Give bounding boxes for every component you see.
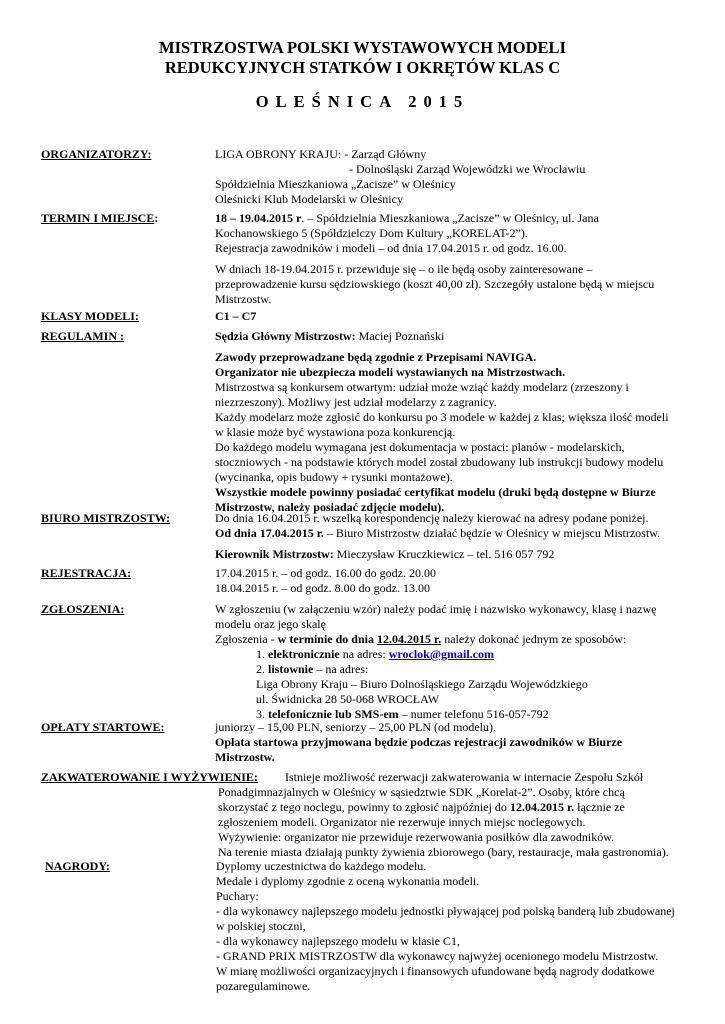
- method-electronic: elektronicznie: [268, 647, 340, 661]
- entries-deadline-text: w terminie do dnia: [277, 632, 377, 646]
- classes-label: KLASY MODELI:: [41, 309, 139, 323]
- awards-line: Medale i dyplomy zgodnie z oceną wykonania modeli.: [216, 874, 480, 888]
- method-text: – numer telefonu 516-057-792: [398, 707, 549, 721]
- rules-bold-line: Organizator nie ubezpiecza modeli wystawianych na Mistrzostwach.: [215, 365, 566, 379]
- lodging-line: Na terenie miasta działają punkty żywienia zbiorowego (bary, restauracje, mała gastronomia).: [218, 845, 669, 859]
- awards-line: Dyplomy uczestnictwa do każdego modelu.: [216, 859, 427, 873]
- title-line-2: REDUKCYJNYCH STATKÓW I OKRĘTÓW KLAS C: [164, 58, 561, 77]
- method-number: 3.: [256, 707, 268, 721]
- term-label-colon: :: [154, 211, 159, 225]
- term-label: [41, 211, 158, 226]
- lodging-text: łącznie ze: [574, 800, 625, 814]
- manager-value: Mieczysław Kruczkiewicz – tel. 516 057 792: [333, 547, 555, 561]
- rules-line: w klasie może być wystawiona poza konkurencją.: [215, 425, 456, 439]
- rules-line: niezrzeszony). Możliwy jest udział modelarzy z zagranicy.: [215, 395, 497, 409]
- organizers-content: [215, 147, 690, 207]
- rules-content: [215, 329, 690, 515]
- rules-bold-line: Wszystkie modele powinny posiadać certyfikat modelu (druki będą dostępne w Biurze: [215, 485, 656, 499]
- registration-content: [215, 566, 690, 596]
- entries-text: Zgłoszenia -: [215, 632, 278, 646]
- lodging-content: [218, 785, 693, 860]
- term-line: Rejestracja zawodników i modeli – od dnia 17.04.2015 r. od godz. 16.00.: [215, 241, 567, 255]
- entries-line: modelu oraz jego skalę: [215, 617, 326, 631]
- method-phone: telefonicznie lub SMS-em: [268, 707, 399, 721]
- rules-line: (wycinanka, opis budowy + rysunki montażowe).: [215, 470, 453, 484]
- fees-label: OPŁATY STARTOWE:: [41, 720, 165, 734]
- entries-line: W zgłoszeniu (w załączeniu wzór) należy podać imię i nazwisko wykonawcy, klasę i nazwę: [215, 602, 657, 616]
- fees-bold-line: Opłata startowa przyjmowana będzie podczas rejestracji zawodników w Biurze: [215, 735, 623, 749]
- awards-line: - dla wykonawcy najlepszego modelu w klasie C1,: [216, 934, 460, 948]
- course-line: W dniach 18-19.04.2015 r. przewiduje się – o ile będą osoby zainteresowane –: [215, 262, 593, 276]
- manager-label: Kierownik Mistrzostw:: [215, 547, 334, 561]
- address-line: Liga Obrony Kraju – Biuro Dolnośląskiego Zarządu Wojewódzkiego: [256, 677, 588, 691]
- term-content: [215, 211, 690, 307]
- organizers-line: LIGA OBRONY KRAJU: - Zarząd Główny: [215, 147, 427, 161]
- rules-bold-line: Zawody przeprowadzane będą zgodnie z Przepisami NAVIGA.: [215, 350, 537, 364]
- registration-line: 18.04.2015 r. – od godz. 8.00 do godz. 13.00: [215, 581, 430, 595]
- entries-deadline-date: 12.04.2015 r.: [377, 632, 442, 646]
- rules-line: Do każdego modelu wymagana jest dokumentacja w postaci: planów - modelarskich,: [215, 440, 625, 454]
- entries-content: [215, 602, 690, 722]
- office-label: BIURO MISTRZOSTW:: [41, 511, 171, 525]
- lodging-deadline: 12.04.2015 r.: [509, 800, 575, 814]
- registration-label: REJESTRACJA:: [41, 566, 132, 580]
- lodging-line: zgłoszeniem modeli. Organizator nie rezerwuje innych miejsc noclegowych.: [218, 815, 586, 829]
- rules-line: Każdy modelarz może zgłosić do konkursu po 3 modele w każdej z klas; większa ilość modeli: [215, 410, 669, 424]
- awards-label: NAGRODY:: [45, 859, 110, 873]
- fees-content: [215, 720, 690, 765]
- email-link[interactable]: wroclok@gmail.com: [388, 647, 495, 661]
- judge-name: Maciej Poznański: [355, 329, 445, 343]
- lodging-text: skorzystać z tego noclegu, powinny to zgłosić najpóźniej do: [218, 800, 510, 814]
- entries-label: ZGŁOSZENIA:: [41, 602, 125, 616]
- lodging-line: Ponadgimnazjalnych w Oleśnicy w sąsiedztwie SDK „Korelat-2”. Osoby, które chcą: [218, 785, 625, 799]
- awards-line: - dla wykonawcy najlepszego modelu jednostki pływającej pod polską banderą lub zbudowanej: [216, 904, 675, 918]
- awards-content: [216, 859, 691, 994]
- lodging-label: ZAKWATEROWANIE I WYŻYWIENIE:: [41, 770, 258, 784]
- address-line: ul. Świdnicka 28 50-068 WROCŁAW: [256, 692, 440, 706]
- lodging-line: Wyżywienie: organizator nie przewiduje rezerwowania posiłków dla zawodników.: [218, 830, 615, 844]
- awards-line: W miarę możliwości organizacyjnych i finansowych ufundowane będą nagrody dodatkowe: [216, 964, 655, 978]
- classes-value: C1 – C7: [215, 309, 257, 323]
- office-line: – Biuro Mistrzostw działać będzie w Oleśnicy w miejscu Mistrzostw.: [323, 526, 661, 540]
- course-line: przeprowadzenie kursu sędziowskiego (koszt 40,00 zł). Szczegóły ustalone będą w miejscu: [215, 277, 655, 291]
- organizers-label: ORGANIZATORZY:: [41, 147, 152, 161]
- organizers-line: Oleśnicki Klub Modelarski w Oleśnicy: [215, 192, 403, 206]
- method-number: 1.: [256, 647, 268, 661]
- office-date: Od dnia 17.04.2015 r.: [215, 526, 324, 540]
- rules-line: stoczniowych - na podstawie których model został zbudowany lub instrukcji budowy modelu: [215, 455, 664, 469]
- awards-line: pozaregulaminowe.: [216, 979, 311, 993]
- judge-label: Sędzia Główny Mistrzostw:: [215, 329, 356, 343]
- fees-line: juniorzy – 15,00 PLN, seniorzy – 25,00 PLN (od modelu).: [215, 720, 496, 734]
- rules-bold-line: Mistrzostw, należy posiadać zdjęcie modelu).: [215, 500, 445, 514]
- office-line: Do dnia 16.04.2015 r. wszelką korespondencję należy kierować na adresy podane poniżej.: [215, 511, 649, 525]
- term-line: Kochanowskiego 5 (Spółdzielczy Dom Kultury „KORELAT-2”).: [215, 226, 528, 240]
- term-line: . – Spółdzielnia Mieszkaniowa „Zacisze” w Oleśnicy, ul. Jana: [301, 211, 599, 225]
- lodging-first-line: Istnieje możliwość rezerwacji zakwaterowania w internacie Zespołu Szkół: [285, 770, 644, 784]
- title-location-year: OLEŚNICA 2015: [255, 92, 470, 111]
- method-text: na adres:: [339, 647, 389, 661]
- method-mail: listownie: [268, 662, 314, 676]
- entries-text: należy dokonać jednym ze sposobów:: [441, 632, 627, 646]
- rules-label: REGULAMIN :: [41, 329, 124, 343]
- term-date: 18 – 19.04.2015 r: [215, 211, 302, 225]
- title-line-1: MISTRZOSTWA POLSKI WYSTAWOWYCH MODELI: [159, 38, 566, 57]
- registration-line: 17.04.2015 r. – od godz. 16.00 do godz. 20.00: [215, 566, 436, 580]
- awards-line: Puchary:: [216, 889, 259, 903]
- organizers-line: Spółdzielnia Mieszkaniowa „Zacisze” w Oleśnicy: [215, 177, 456, 191]
- awards-line: w polskiej stoczni,: [216, 919, 306, 933]
- fees-bold-line: Mistrzostw.: [215, 750, 275, 764]
- course-line: Mistrzostw.: [215, 292, 272, 306]
- rules-line: Mistrzostwa są konkursem otwartym: udział może wziąć każdy modelarz (zrzeszony i: [215, 380, 629, 394]
- office-content: [215, 511, 690, 562]
- term-label-text: TERMIN I MIEJSCE: [41, 211, 155, 225]
- method-number: 2.: [256, 662, 268, 676]
- organizers-line: - Dolnośląski Zarząd Wojewódzki we Wrocławiu: [349, 162, 586, 176]
- method-text: – na adres:: [313, 662, 369, 676]
- awards-line: - GRAND PRIX MISTRZOSTW dla wykonawcy najwyżej ocenionego modelu Mistrzostw.: [216, 949, 659, 963]
